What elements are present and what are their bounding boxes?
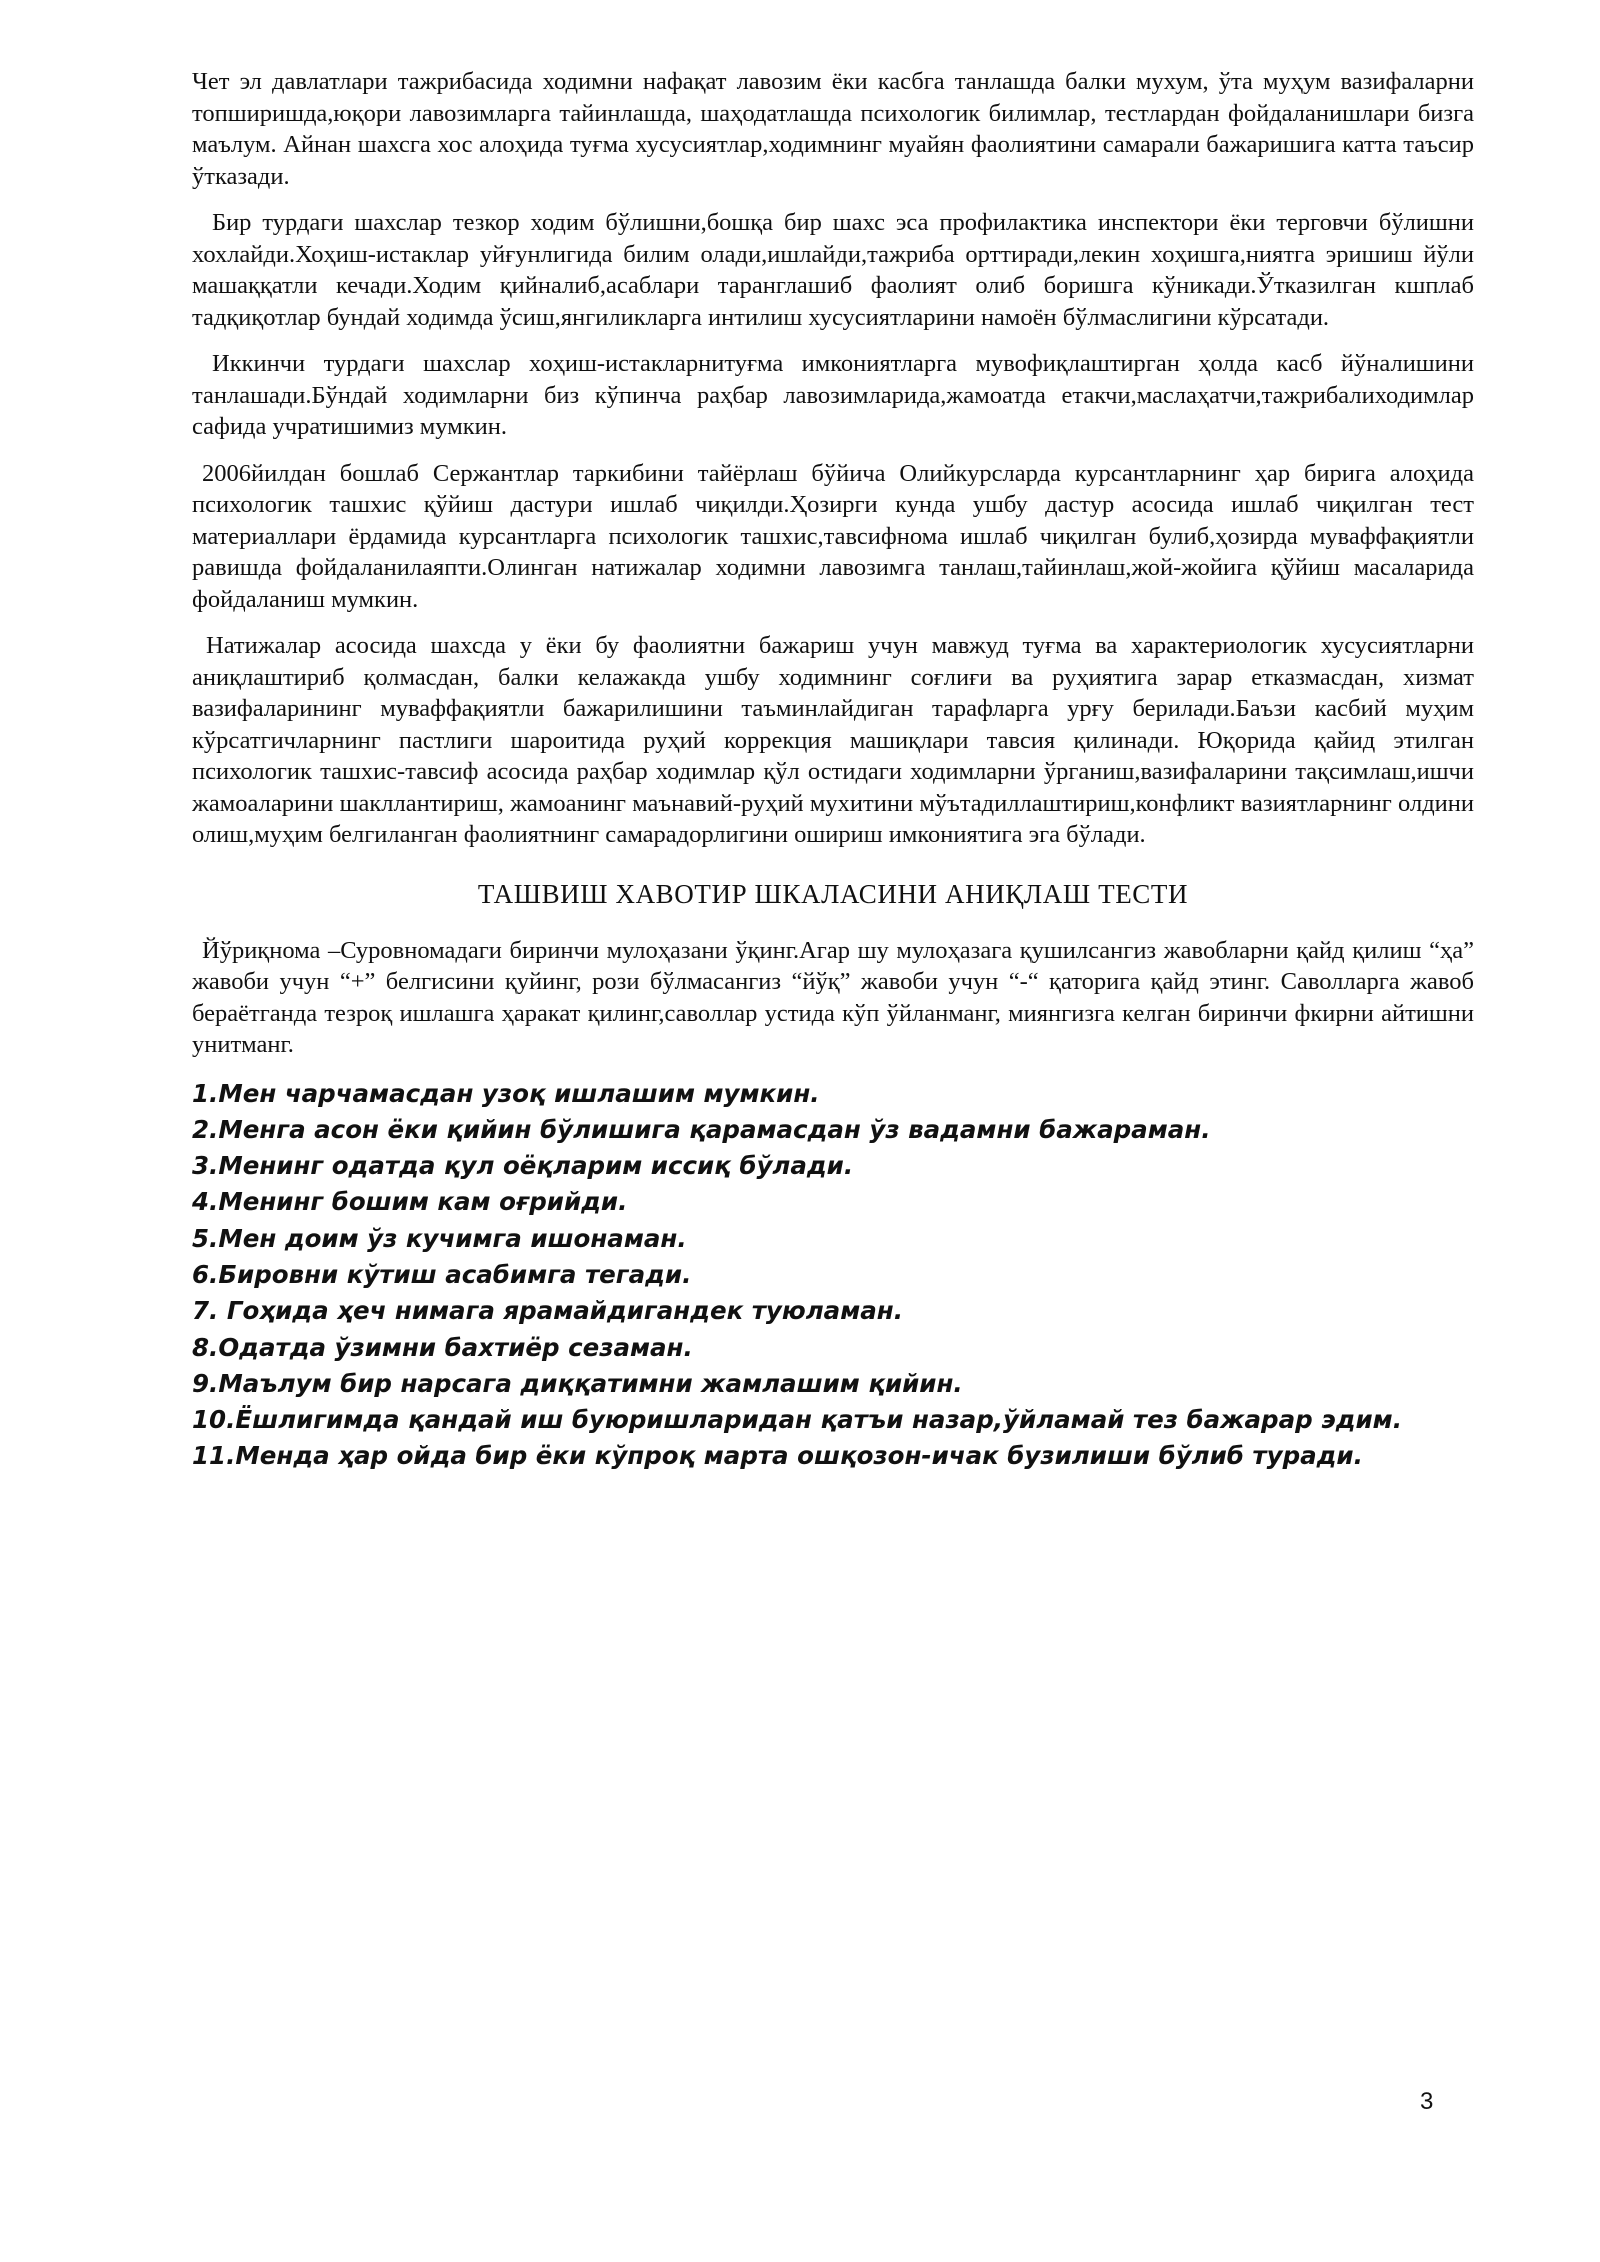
question-number: 5. [192,1223,219,1253]
question-text: Бировни кўтиш асабимга тегади. [218,1259,692,1289]
question-text: Мен чарчамасдан узоқ ишлашим мумкин. [218,1078,820,1108]
question-text: Менинг бошим кам оғрийди. [218,1187,628,1217]
question-list [192,1076,1474,1475]
question-item [192,1330,1474,1366]
paragraph-2: Бир турдаги шахслар тезкор ходим бўлишни,бошқа бир шахс эса профилактика инспектори ёки терговчи бўлишни хохлайди.Хоҳиш-истаклар уйғунлигида билим олади,ишлайди,тажриба орттиради,лекин хоҳишга,ниятга эришиш йўли машаққатли кечади.Ходим қийналиб,асаблари таранглашиб фаолият олиб боришга кўникади.Ўтказилган кшплаб тадқиқотлар бундай ходимда ўсиш,янгиликларга интилиш хусусиятларини намоён бўлмаслигини кўрсатади. [192,209,1474,331]
paragraph-4: 2006йилдан бошлаб Сержантлар таркибини тайёрлаш бўйича Олийкурсларда курсантларнинг ҳар бирига алоҳида психологик ташхис қўйиш дастури ишлаб чиқилди.Ҳозирги кунда ушбу дастур асосида ишлаб чиқилган тест материаллари ёрдамида курсантларга психологик ташхис,тавсифнома ишлаб чиқилган булиб,ҳозирда муваффақиятли равишда фойдаланилаяпти.Олинган натижалар ходимни лавозимга танлаш,тайинлаш,жой-жойига қўйиш масаларида фойдаланиш мумкин. [192,459,1474,613]
question-item [192,1366,1474,1402]
question-item [192,1293,1474,1329]
question-text: Мен доим ўз кучимга ишонаман. [218,1223,687,1253]
question-text: Менда ҳар ойда бир ёки кўпроқ марта ошқозон-ичак бузилиши бўлиб туради. [235,1441,1363,1471]
question-text: Гоҳида ҳеч нимага ярамайдигандек туюламан. [218,1296,903,1326]
test-heading: ТАШВИШ ХАВОТИР ШКАЛАСИНИ АНИҚЛАШ ТЕСТИ [477,878,1189,909]
paragraph-1: Чет эл давлатлари тажрибасида ходимни нафақат лавозим ёки касбга танлашда балки мухум, ўта муҳум вазифаларни топширишда,юқори лавозимларга тайинлашда, шаҳодатлашда психологик билимлар, тестлардан фойдаланишлари бизга маълум. Айнан шахсга хос алоҳида туғма хусусиятлар,ходимнинг муайян фаолиятини самарали бажаришига катта таъсир ўтказади. [192,68,1474,190]
instructions-paragraph: Йўриқнома –Суровномадаги биринчи мулоҳазани ўқинг.Агар шу мулоҳазага қушилсангиз жавобларни қайд қилиш “ҳа” жавоби учун “+” белгисини қуйинг, рози бўлмасангиз “йўқ” жавоби учун “-“ қаторига қайд этинг. Саволларга жавоб бераётганда тезроқ ишлашга ҳаракат қилинг,саволлар устида кўп ўйланманг, миянгизга келган биринчи фкирни айтишни унитманг. [192,936,1474,1058]
question-number: 9. [192,1368,219,1398]
question-text: Ёшлигимда қандай иш буюришларидан қатъи назар,ўйламай тез бажарар эдим. [235,1405,1403,1435]
question-number: 10. [192,1405,236,1435]
question-text: Маълум бир нарсага диққатимни жамлашим қийин. [218,1368,963,1398]
question-item [192,1184,1474,1220]
question-item [192,1076,1474,1112]
question-text: Менинг одатда қул оёқларим иссиқ бўлади. [218,1151,854,1181]
question-item [192,1257,1474,1293]
question-item [192,1438,1474,1474]
question-item [192,1402,1474,1438]
question-number: 8. [192,1332,219,1362]
page-content [192,66,1474,1475]
question-number: 6. [192,1259,219,1289]
question-item [192,1148,1474,1184]
question-number: 2. [192,1114,219,1144]
page-number: 3 [1420,2088,1434,2115]
paragraph-5: Натижалар асосида шахсда у ёки бу фаолиятни бажариш учун мавжуд туғма ва характериологик хусусиятларни аниқлаштириб қолмасдан, балки келажакда ушбу ходимнинг соғлиғи ва руҳиятига зарар етказмасдан, хизмат вазифаларининг муваффақиятли бажарилишини таъминлайдиган тарафларга урғу берилади.Баъзи касбий муҳим кўрсатгичларнинг пастлиги шароитида руҳий коррекция машиқлари тавсия қилинади. Юқорида қайид этилган психологик ташхис-тавсиф асосида раҳбар ходимлар қўл остидаги ходимларни ўрганиш,вазифаларини тақсимлаш,ишчи жамоаларини шакллантириш, жамоанинг маънавий-руҳий мухитини мўътадиллаштириш,конфликт вазиятларнинг олдини олиш,муҳим белгиланган фаолиятнинг самарадорлигини ошириш имкониятига эга бўлади. [192,632,1474,848]
question-number: 3. [192,1151,219,1181]
question-text: Одатда ўзимни бахтиёр сезаман. [218,1332,693,1362]
question-number: 11. [192,1441,236,1471]
question-item [192,1112,1474,1148]
paragraph-3: Иккинчи турдаги шахслар хоҳиш-истакларнитуғма имкониятларга мувофиқлаштирган ҳолда касб йўналишини танлашади.Бўндай ходимларни биз кўпинча раҳбар лавозимларида,жамоатда етакчи,маслаҳатчи,тажрибалиходимлар сафида учратишимиз мумкин. [192,350,1474,440]
question-text: Менга асон ёки қийин бўлишига қарамасдан ўз вадамни бажараман. [218,1114,1211,1144]
question-number: 4. [192,1187,219,1217]
question-number: 7. [192,1296,219,1326]
question-number: 1. [192,1078,219,1108]
question-item [192,1221,1474,1257]
